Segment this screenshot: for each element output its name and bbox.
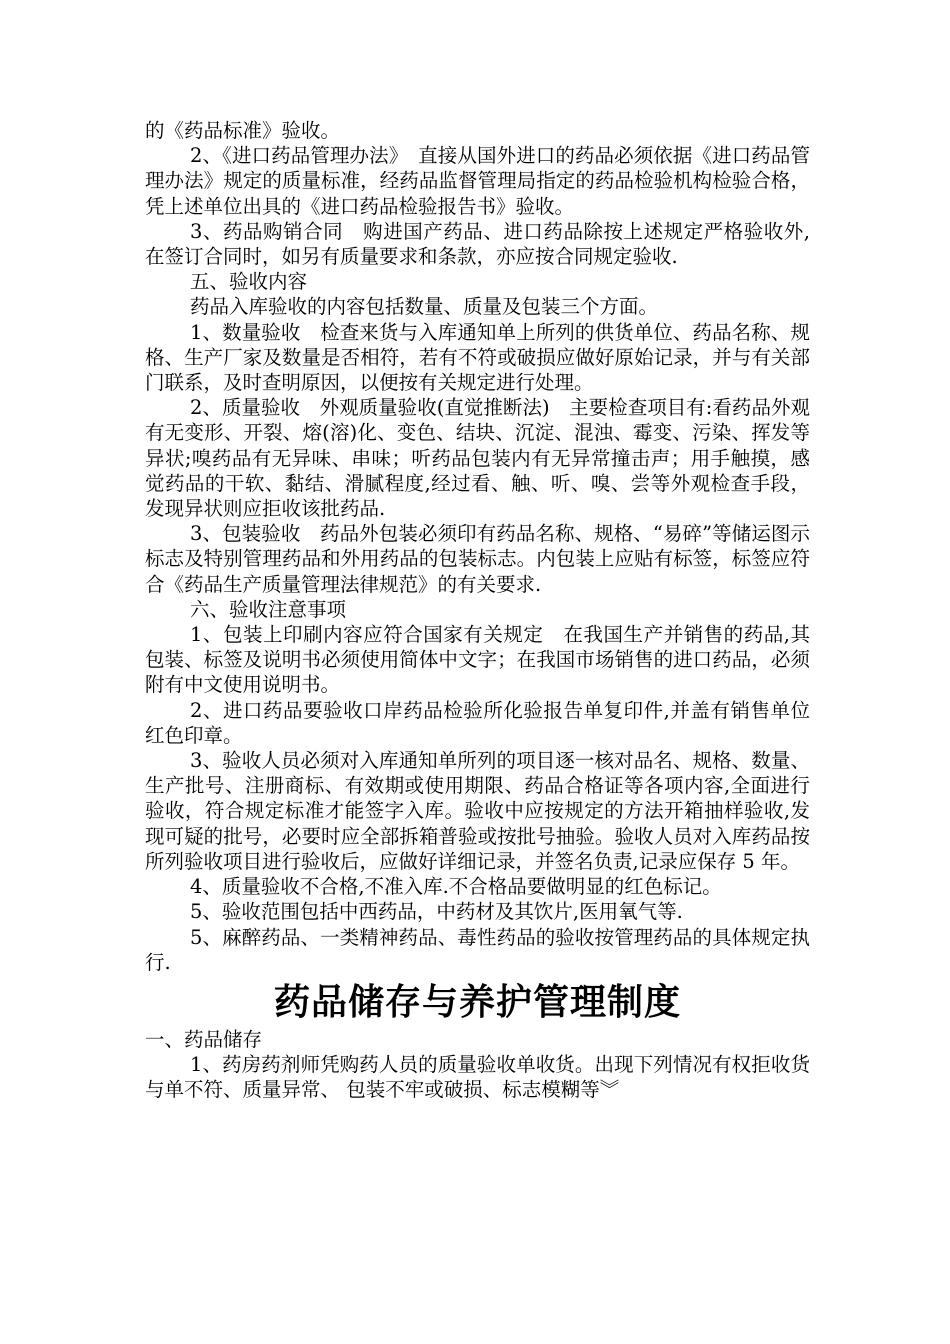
paragraph: 药品入库验收的内容包括数量、质量及包装三个方面。 bbox=[190, 295, 659, 319]
paragraph: 3、药品购销合同 购进国产药品、进口药品除按上述规定严格验收外,在签订合同时，如另有质量要求和条款，亦应按合同规定验收. bbox=[145, 219, 810, 269]
paragraph: 五、验收内容 bbox=[190, 270, 308, 294]
paragraph: 3、包装验收 药品外包装必须印有药品名称、规格、“易碎”等储运图示标志及特别管理药品和外用药品的包装标志。内包装上应贴有标签，标签应符合《药品生产质量管理法律规范》的有关要求. bbox=[145, 522, 810, 596]
paragraph: 5、麻醉药品、一类精神药品、毒性药品的验收按管理药品的具体规定执行. bbox=[145, 925, 810, 974]
paragraph-storage-1: 1、药房药剂师凭购药人员的质量验收单收货。出现下列情况有权拒收货与单不符、质量异常、 包装不牢或破损、标志模糊等︾ bbox=[145, 1053, 810, 1102]
paragraph: 1、数量验收 检查来货与入库通知单上所列的供货单位、药品名称、规格、生产厂家及数量是否相符，若有不符或破损应做好原始记录，并与有关部门联系，及时查明原因，以便按有关规定进行处理。 bbox=[145, 320, 810, 395]
paragraph: 5、验收范围包括中西药品，中药材及其饮片,医用氧气等. bbox=[190, 900, 683, 924]
paragraph: 2、《进口药品管理办法》 直接从国外进口的药品必须依据《进口药品管理办法》规定的质量标准，经药品监督管理局指定的药品检验机构检验合格，凭上述单位出具的《进口药品检验报告书》验收。 bbox=[145, 144, 810, 218]
paragraph: 六、验收注意事项 bbox=[190, 597, 347, 621]
document-page bbox=[145, 118, 810, 1103]
section-heading-storage: 一、药品储存 bbox=[145, 1027, 263, 1051]
body-text-block bbox=[145, 118, 810, 975]
document-title: 药品储存与养护管理制度 bbox=[273, 981, 681, 1023]
paragraph: 1、包装上印刷内容应符合国家有关规定 在我国生产并销售的药品,其包装、标签及说明书必须使用简体中文字；在我国市场销售的进口药品，必须附有中文使用说明书。 bbox=[145, 623, 810, 697]
paragraph: 4、质量验收不合格,不准入库.不合格品要做明显的红色标记。 bbox=[190, 875, 722, 899]
paragraph: 3、验收人员必须对入库通知单所列的项目逐一核对品名、规格、数量、生产批号、注册商标、有效期或使用期限、药品合格证等各项内容,全面进行验收，符合规定标准才能签字入库。验收中应按规定的方法开箱抽样验收,发现可疑的批号，必要时应全部拆箱普验或按批号抽验。验收人员对入库药品按所列验收项目进行验收后，应做好详细记录，并签名负责,记录应保存 5 年。 bbox=[145, 749, 810, 873]
paragraph: 2、进口药品要验收口岸药品检验所化验报告单复印件,并盖有销售单位红色印章。 bbox=[145, 698, 810, 747]
paragraph: 2、质量验收 外观质量验收(直觉推断法) 主要检查项目有:看药品外观有无变形、开裂、熔(溶)化、变色、结块、沉淀、混浊、霉变、污染、挥发等异状;嗅药品有无异味、串味；听药品包装内有无异常撞击声；用手触摸，感觉药品的干软、黏结、滑腻程度,经过看、触、听、嗅、尝等外观检查手段，发现异状则应拒收该批药品. bbox=[145, 396, 810, 521]
paragraph: 的《药品标准》验收。 bbox=[145, 119, 341, 142]
